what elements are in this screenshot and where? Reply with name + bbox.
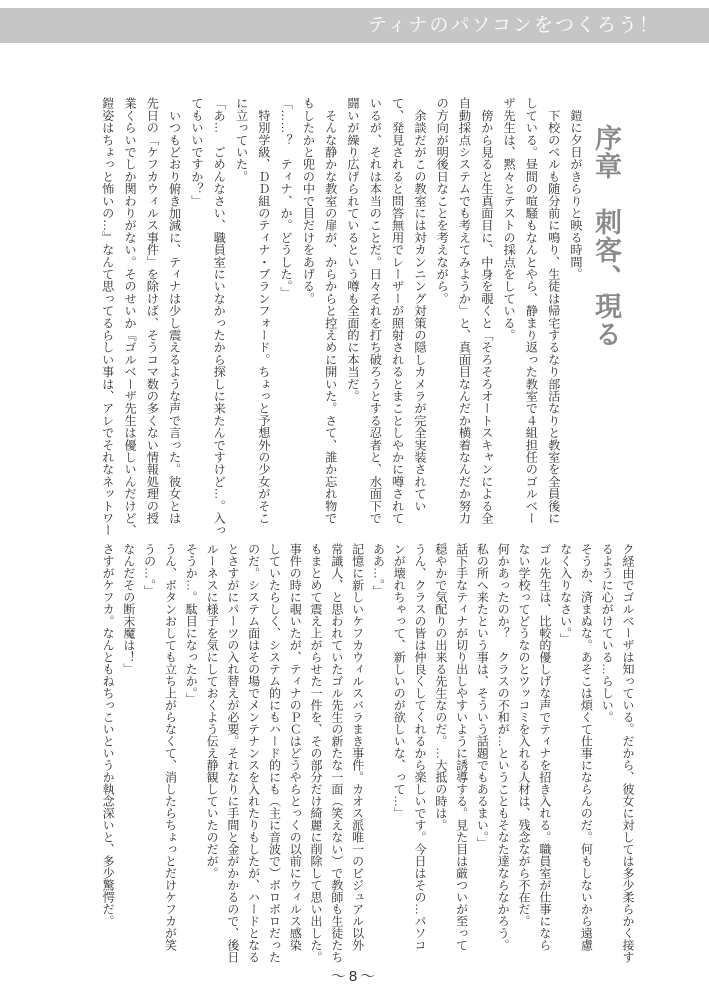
text-line: ンが壊れちゃって、新しいのが欲しいな、って…」 [392,543,407,819]
text-line: ゴル先生は、比較的優しげな声でティナを招き入れる。職員室が仕事になら [537,543,552,951]
header-bar [0,8,709,43]
text-line: うん、ボタンおしても立ち上がらなくて、消したらちょっとだけケフカが笑 [163,543,178,951]
text-line: 私の所へ来たという事は、そういう話題でもあるまい。」 [475,543,490,849]
text-line: いつもどおり俯き加減に、ティナは少し震えるような声で言った。彼女とは [167,97,182,524]
text-line: 「あ… ごめんなさい、職員室にいなかったから探しに来たんですけど…。入っ [212,97,227,537]
text-line: そんな静かな教室の扉が、からからと控えめに開いた。さて、誰か忘れ物で [323,97,338,524]
text-line: 特別学級、ＤＤ組のティナ・ブランフォード。ちょっと予想外の少女がそこ [256,97,271,524]
chapter-title: 序章 刺客、現る [591,124,621,348]
text-line: していたらしく、システム的にもハード的にも（主に音波で）ボロボロだった [267,543,282,963]
text-line: のだ。システム面はその場でメンテナンスを入れたりもしたが、ハードとなる [246,543,261,963]
text-line: の方向が明後日なことを考えながら。 [435,97,450,305]
text-line: もしたかと兜の中で目だけをあげる。 [301,97,316,305]
text-line: うの…。」 [142,543,157,597]
text-line: るように心がけている…らしい。 [600,543,615,723]
text-line: ない学校ってどうなのとツッコミを入れる人材は、残念ながら不在だ。 [517,543,532,927]
text-line: 傍から見ると生真面目に、中身を覗くと「そろそろオートスキャンによる全 [479,97,494,524]
text-line: 記憶に新しいケフカウィルスバラまき事件。カオス派唯一のビジュアル以外 [350,543,365,951]
text-line: てもいいですか？」 [189,97,204,207]
text-line: そうか…。駄目になったか。」 [184,543,199,705]
text-line: さすがケフカ。なんともねちっこいというか執念深いと、多少驚愕だ。 [101,543,116,927]
top-text-lines [96,97,587,539]
text-line: 自動採点システムでも考えてみようか」と、真面目なんだか横着なんだか努力 [457,97,472,524]
text-line: 鎧姿はちょっと怖いの…』なんて思ってるらしい事は、アレでそれなネットワー [100,97,115,537]
text-line: なんだその断末魔は！」 [121,543,136,675]
top-text-block [96,97,640,539]
text-line: 常識人、と思われていたゴル先生の新たな一面（笑えない）で教師も生徒たち [329,543,344,963]
text-line: 「……？ ティナ、か。どうした。」 [279,97,294,299]
text-line: ルーネスに様子を気にしておくよう伝え静観していたのだが。 [205,543,220,879]
text-line: ザ先生は、黙々とテストの採点をしている。 [502,97,517,341]
header-title: ティナのパソコンをつくろう！ [367,15,660,36]
text-line: 業くらいでしか関わりがない。そのせいか『ゴルベーザ先生は優しいんだけど、 [123,97,138,537]
text-line: ク経由でゴルベーザは知っている。だから、彼女に対しては多少柔らかく接す [621,543,635,963]
text-line: て、発見されると問答無用でレーザーが照射されるとまことしやかに噂されて [390,97,405,524]
text-line: 下校のベルも随分前に鳴り、生徒は帰宅するなり部活なりと教室を全員後に [546,97,561,524]
text-line: 事件の時に覗いたが、ティナのＰＣはどうやらとっくの以前にウィルス感染 [288,543,303,951]
bottom-text-lines [97,543,638,967]
text-line: うん、クラスの皆は仲良くしてくれるから楽しいです。今日はその…パソコ [413,543,428,951]
text-line: 話下手なティナが切り出しやすいように誘導する。見た目は厳ついが至って [454,543,469,951]
text-line: もまとめて震え上がらせた一件を、その部分だけ綺麗に削除して思い出した。 [309,543,324,963]
bottom-text-block [97,543,638,967]
text-line: 鎧に夕日がきらりと映る時間。 [569,97,583,280]
text-line: 穏やかで気配りの出来る先生なのだ。…大抵の時は。 [433,543,448,831]
page-number: ～8～ [330,968,379,985]
text-line: なく入りなさい。」 [558,543,573,645]
text-line: いるが、それは本当のことだ。日々それを打ち破ろうとする忍者と、水面下で [368,97,383,524]
text-line: 余談だがこの教室には対カンニング対策の隠しカメラが完全実装されてい [412,97,427,512]
text-line: している。昼間の喧騒もなんとやら、静まり返った教室で４組担任のゴルベー [524,97,539,524]
text-line: 先日の「ケフカウィルス事件」を除けば、そうコマ数の多くない情報処理の授 [145,97,160,524]
text-line: に立っていた。 [234,97,249,183]
text-line: 何かあったのか？ クラスの不和が…ということもそなた達ならなかろう。 [496,543,511,951]
text-line: そうか、済まぬな。あそこは煩くて仕事にならんのだ。何もしないから遠慮 [579,543,594,951]
text-line: とさすがにパーツの入れ替えが必要。それなりに手間と金がかかるので、後日 [225,543,240,963]
text-line: 闘いが繰り広げられているという噂も全面的に本当だ。 [346,97,361,402]
text-line: ああ…。」 [371,543,386,597]
